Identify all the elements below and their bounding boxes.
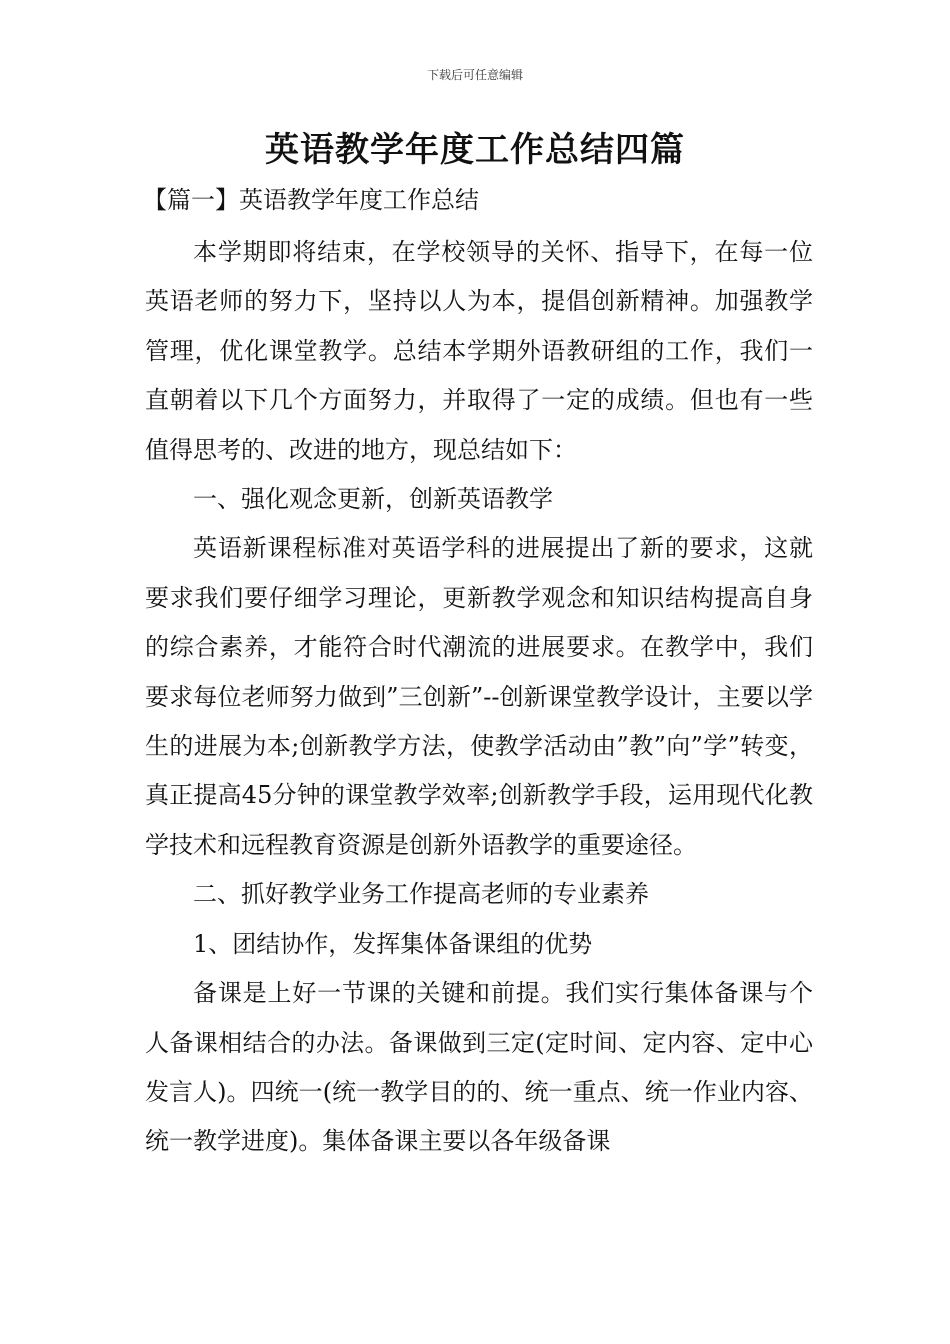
paragraph-lesson-prep: 备课是上好一节课的关键和前提。我们实行集体备课与个人备课相结合的办法。备课做到三定(定时间、定内容、定中心发言人)。四统一(统一教学目的的、统一重点、统一作业内容、统一教学进度)。集体备课主要以各年级备课 xyxy=(145,979,813,1156)
paragraph-heading-1: 一、强化观念更新，创新英语教学 xyxy=(193,485,553,514)
header-note: 下载后可任意编辑 xyxy=(426,68,523,82)
paragraph-intro: 本学期即将结束，在学校领导的关怀、指导下，在每一位英语老师的努力下，坚持以人为本，提倡创新精神。加强教学管理，优化课堂教学。总结本学期外语教研组的工作，我们一直朝着以下几个方面努力，并取得了一定的成绩。但也有一些值得思考的、改进的地方，现总结如下： xyxy=(145,238,813,464)
paragraph-innovation: 英语新课程标准对英语学科的进展提出了新的要求，这就要求我们要仔细学习理论，更新教学观念和知识结构提高自身的综合素养，才能符合时代潮流的进展要求。在教学中，我们要求每位老师努力做到”三创新”--创新课堂教学设计，主要以学生的进展为本;创新教学方法，使教学活动由”教”向”学”转变，真正提高45分钟的课堂教学效率;创新教学手段，运用现代化教学技术和远程教育资源是创新外语教学的重要途径。 xyxy=(145,534,813,859)
section-heading: 【篇一】英语教学年度工作总结 xyxy=(143,186,479,214)
document-title: 英语教学年度工作总结四篇 xyxy=(265,130,685,170)
document-body xyxy=(145,228,813,1167)
paragraph-subheading-1: 1、团结协作，发挥集体备课组的优势 xyxy=(193,929,593,958)
paragraph-heading-2: 二、抓好教学业务工作提高老师的专业素养 xyxy=(193,880,649,909)
